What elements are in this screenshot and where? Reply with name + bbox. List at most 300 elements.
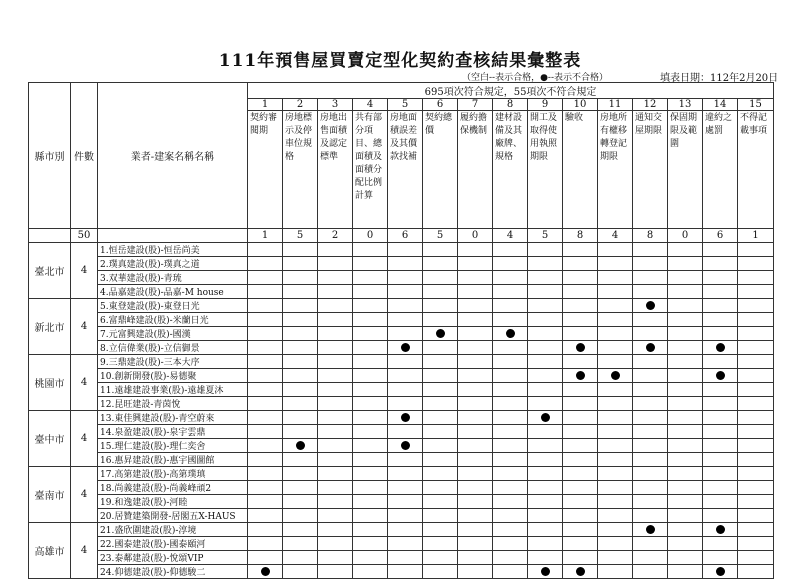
check-cell [598,565,633,579]
check-cell [318,257,353,271]
check-cell [353,509,388,523]
check-cell [283,453,318,467]
noncompliant-dot-icon [576,567,585,576]
check-cell [318,341,353,355]
check-cell [668,341,703,355]
check-cell [388,481,423,495]
check-cell [458,299,493,313]
county-cell: 臺北市 [29,243,71,299]
totals-value: 0 [353,229,388,243]
check-cell [668,257,703,271]
county-cell: 新北市 [29,299,71,355]
company-name: 7.元富興建設(股)-國漢 [98,327,248,341]
check-cell [738,551,774,565]
table-row [29,425,774,439]
check-cell [423,369,458,383]
table-row [29,341,774,355]
check-cell [563,383,598,397]
check-cell [563,271,598,285]
check-cell [528,243,563,257]
company-name: 21.盛欣圍建設(股)-淳境 [98,523,248,537]
check-cell [318,397,353,411]
column-description: 房地所有權移轉登記期限 [598,111,633,229]
column-description: 保固期限及範圍 [668,111,703,229]
check-cell [353,439,388,453]
check-cell [458,313,493,327]
check-cell [493,243,528,257]
table-row [29,523,774,537]
check-cell [598,355,633,369]
column-number: 12 [633,99,668,111]
check-cell [563,243,598,257]
check-cell [458,411,493,425]
column-number: 7 [458,99,493,111]
noncompliant-dot-icon [296,441,305,450]
check-cell [598,551,633,565]
company-name: 15.理仁建設(股)-理仁奕舍 [98,439,248,453]
check-cell [318,551,353,565]
check-cell [248,369,283,383]
totals-value: 1 [248,229,283,243]
check-cell [633,425,668,439]
check-cell [318,243,353,257]
check-cell [738,257,774,271]
check-cell [493,341,528,355]
check-cell [633,327,668,341]
company-name: 16.惠昇建設(股)-惠宇國圖館 [98,453,248,467]
check-cell [738,439,774,453]
check-cell [528,453,563,467]
count-cell: 4 [71,355,98,411]
noncompliant-dot-icon [646,343,655,352]
column-description: 契約總價 [423,111,458,229]
check-cell [563,257,598,271]
table-row [29,481,774,495]
check-cell [598,397,633,411]
check-cell [703,565,738,579]
check-cell [598,453,633,467]
company-name: 3.双華建設(股)-青琉 [98,271,248,285]
check-cell [703,383,738,397]
check-cell [703,411,738,425]
check-cell [388,509,423,523]
table-row [29,397,774,411]
check-cell [353,327,388,341]
check-cell [528,495,563,509]
check-cell [738,383,774,397]
check-cell [738,453,774,467]
check-cell [248,537,283,551]
check-cell [248,285,283,299]
check-cell [283,257,318,271]
header-count: 件數 [71,83,98,229]
check-cell [598,383,633,397]
check-cell [703,495,738,509]
check-cell [668,397,703,411]
check-cell [528,411,563,425]
company-name: 22.國泰建設(股)-國泰頤河 [98,537,248,551]
check-cell [423,537,458,551]
check-cell [528,425,563,439]
check-cell [423,257,458,271]
check-cell [458,355,493,369]
check-cell [633,383,668,397]
column-number: 5 [388,99,423,111]
company-name: 10.創新開發(股)-易德聚 [98,369,248,383]
check-cell [598,439,633,453]
totals-cases: 50 [71,229,98,243]
check-cell [703,509,738,523]
check-cell [283,551,318,565]
table-row [29,467,774,481]
check-cell [423,439,458,453]
check-cell [563,369,598,383]
column-description: 驗收 [563,111,598,229]
check-cell [528,355,563,369]
check-cell [388,243,423,257]
check-cell [353,537,388,551]
check-cell [668,453,703,467]
county-cell: 臺中市 [29,411,71,467]
check-cell [738,411,774,425]
check-cell [528,397,563,411]
check-cell [353,383,388,397]
noncompliant-dot-icon [541,567,550,576]
check-cell [423,327,458,341]
check-cell [668,383,703,397]
check-cell [633,551,668,565]
check-cell [458,327,493,341]
check-cell [353,243,388,257]
check-cell [318,467,353,481]
check-cell [458,439,493,453]
check-cell [248,341,283,355]
check-cell [563,467,598,481]
check-cell [528,257,563,271]
check-cell [668,313,703,327]
check-cell [423,299,458,313]
check-cell [528,299,563,313]
table-row [29,257,774,271]
table-row [29,439,774,453]
check-cell [528,341,563,355]
check-cell [283,467,318,481]
header-county: 縣市別 [29,83,71,229]
fill-date: 填表日期：112年2月20日 [660,73,779,84]
check-cell [738,509,774,523]
totals-value: 8 [563,229,598,243]
company-name: 18.尚義建設(股)-尚義峰頑2 [98,481,248,495]
page-title: 111年預售屋買賣定型化契約查核結果彙整表 [218,51,582,71]
column-description: 共有部分項目、總面積及面積分配比例計算 [353,111,388,229]
check-cell [738,341,774,355]
check-cell [563,565,598,579]
check-cell [423,523,458,537]
check-cell [563,537,598,551]
check-cell [493,313,528,327]
check-cell [528,313,563,327]
check-cell [458,383,493,397]
check-cell [668,509,703,523]
check-cell [458,481,493,495]
check-cell [738,565,774,579]
check-cell [283,495,318,509]
check-cell [633,523,668,537]
check-cell [458,271,493,285]
check-cell [353,355,388,369]
check-cell [563,285,598,299]
check-cell [283,299,318,313]
check-cell [563,453,598,467]
check-cell [388,285,423,299]
check-cell [493,537,528,551]
check-cell [703,355,738,369]
table-row [29,383,774,397]
noncompliant-dot-icon [576,371,585,380]
check-cell [388,327,423,341]
check-cell [283,355,318,369]
check-cell [738,369,774,383]
check-cell [493,271,528,285]
company-name: 9.三鼎建設(股)-三本大序 [98,355,248,369]
check-cell [668,243,703,257]
check-cell [318,369,353,383]
check-cell [493,523,528,537]
check-cell [493,481,528,495]
check-cell [703,257,738,271]
check-cell [598,509,633,523]
table-row [29,453,774,467]
check-cell [703,551,738,565]
check-cell [353,271,388,285]
check-cell [248,523,283,537]
check-cell [388,397,423,411]
check-cell [423,243,458,257]
count-cell: 4 [71,411,98,467]
check-cell [423,397,458,411]
check-cell [633,369,668,383]
check-cell [668,369,703,383]
check-cell [423,509,458,523]
check-cell [283,243,318,257]
check-cell [703,537,738,551]
check-cell [248,257,283,271]
column-number: 4 [353,99,388,111]
check-cell [458,537,493,551]
check-cell [633,243,668,257]
noncompliant-dot-icon [716,371,725,380]
column-description: 違約之處罰 [703,111,738,229]
check-cell [738,299,774,313]
column-number: 10 [563,99,598,111]
check-cell [598,537,633,551]
check-cell [388,271,423,285]
check-cell [598,285,633,299]
check-cell [493,285,528,299]
company-name: 12.昆旺建設-青茵悅 [98,397,248,411]
check-cell [528,439,563,453]
check-cell [353,341,388,355]
check-cell [248,565,283,579]
check-cell [388,467,423,481]
check-cell [248,439,283,453]
check-cell [423,313,458,327]
check-cell [563,341,598,355]
check-cell [318,355,353,369]
check-cell [388,439,423,453]
check-cell [633,355,668,369]
check-cell [703,481,738,495]
check-cell [738,523,774,537]
count-cell: 4 [71,523,98,579]
check-cell [493,411,528,425]
noncompliant-dot-icon [401,441,410,450]
check-cell [598,271,633,285]
check-cell [668,285,703,299]
check-cell [668,439,703,453]
check-cell [353,565,388,579]
check-cell [283,341,318,355]
check-cell [318,453,353,467]
table-row [29,551,774,565]
check-cell [598,327,633,341]
check-cell [668,481,703,495]
check-cell [388,565,423,579]
check-cell [458,509,493,523]
column-description: 房地出售面積及認定標準 [318,111,353,229]
table-row [29,355,774,369]
company-name: 1.恒岳建設(股)-恒岳尚美 [98,243,248,257]
check-cell [388,355,423,369]
check-cell [563,313,598,327]
column-description: 不得記載事項 [738,111,774,229]
header-company: 業者-建案名稱名稱 [98,83,248,229]
check-cell [248,243,283,257]
check-cell [493,453,528,467]
check-cell [248,551,283,565]
count-cell: 4 [71,299,98,355]
company-name: 11.遠雄建設事業(股)-遠雄夏沐 [98,383,248,397]
table-row [29,369,774,383]
column-description: 開工及取得使用執照期限 [528,111,563,229]
totals-value: 6 [388,229,423,243]
check-cell [423,481,458,495]
check-cell [493,551,528,565]
check-cell [248,355,283,369]
check-cell [283,369,318,383]
check-cell [528,481,563,495]
check-cell [633,411,668,425]
totals-value: 4 [598,229,633,243]
noncompliant-dot-icon [716,525,725,534]
check-cell [318,327,353,341]
legend-note: （空白--表示合格，●--表示不合格） [462,73,609,83]
check-cell [738,495,774,509]
check-cell [633,313,668,327]
check-cell [353,369,388,383]
check-cell [633,537,668,551]
table-row [29,565,774,579]
check-cell [633,439,668,453]
check-cell [423,271,458,285]
check-cell [598,523,633,537]
totals-county-cell [29,229,71,243]
noncompliant-dot-icon [646,525,655,534]
check-cell [703,439,738,453]
check-cell [388,299,423,313]
check-cell [458,453,493,467]
company-name: 2.璞真建設(股)-璞真之道 [98,257,248,271]
check-cell [528,467,563,481]
totals-value: 5 [423,229,458,243]
check-cell [248,467,283,481]
check-cell [703,425,738,439]
check-cell [458,495,493,509]
column-number: 6 [423,99,458,111]
noncompliant-dot-icon [716,567,725,576]
check-cell [528,537,563,551]
check-cell [598,313,633,327]
totals-value: 4 [493,229,528,243]
check-cell [283,565,318,579]
summary-text: 695項次符合規定，55項次不符合規定 [248,83,774,99]
check-cell [388,495,423,509]
check-cell [703,453,738,467]
check-cell [318,425,353,439]
check-cell [598,369,633,383]
check-cell [423,565,458,579]
check-cell [668,467,703,481]
check-cell [353,411,388,425]
check-cell [703,299,738,313]
check-cell [703,341,738,355]
table-row [29,495,774,509]
check-cell [738,327,774,341]
check-cell [668,537,703,551]
check-cell [283,481,318,495]
check-cell [423,425,458,439]
check-cell [423,341,458,355]
check-cell [248,411,283,425]
check-cell [493,355,528,369]
check-cell [458,397,493,411]
check-cell [598,467,633,481]
company-name: 17.高第建設(股)-高第璞瑱 [98,467,248,481]
column-number: 13 [668,99,703,111]
check-cell [493,369,528,383]
check-cell [668,411,703,425]
check-cell [703,327,738,341]
noncompliant-dot-icon [541,413,550,422]
check-cell [598,425,633,439]
check-cell [248,397,283,411]
check-cell [703,313,738,327]
table-row [29,299,774,313]
check-cell [318,495,353,509]
column-description: 契約審閱期 [248,111,283,229]
check-cell [458,285,493,299]
count-cell: 4 [71,243,98,299]
check-cell [353,481,388,495]
check-cell [668,271,703,285]
check-cell [283,271,318,285]
check-cell [248,299,283,313]
check-cell [598,481,633,495]
check-cell [598,411,633,425]
check-cell [283,411,318,425]
check-cell [458,467,493,481]
check-cell [318,509,353,523]
